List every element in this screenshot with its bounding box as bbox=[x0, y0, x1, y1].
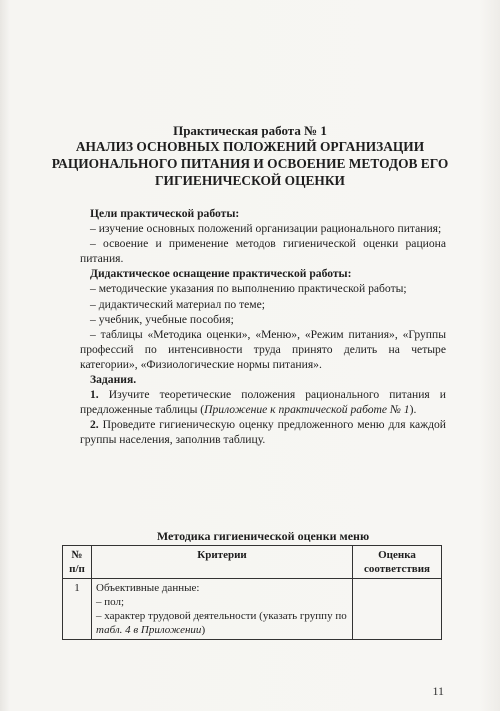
page-number: 11 bbox=[432, 684, 444, 698]
criteria-line: – пол; bbox=[96, 596, 125, 608]
task-2-text: Проведите гигиеническую оценку предложенного меню для каждой группы населения, заполнив таблицу. bbox=[80, 418, 446, 447]
didactic-heading: Дидактическое оснащение практической работы: bbox=[90, 267, 352, 281]
task-1-end: ). bbox=[409, 403, 417, 417]
work-title: АНАЛИЗ ОСНОВНЫХ ПОЛОЖЕНИЙ ОРГАНИЗАЦИИ РАЦИОНАЛЬНОГО ПИТАНИЯ И ОСВОЕНИЕ МЕТОДОВ ЕГО ГИГИЕНИЧЕСКОЙ ОЦЕНКИ bbox=[51, 139, 449, 188]
task-2 bbox=[80, 417, 446, 447]
col-criteria-header: Критерии bbox=[92, 546, 353, 579]
document-body bbox=[80, 206, 446, 448]
col-number-header: № п/п bbox=[63, 546, 92, 579]
criteria-line: Объективные данные: bbox=[96, 582, 200, 594]
goal-item: – изучение основных положений организации рационального питания; bbox=[90, 222, 442, 236]
work-label: Практическая работа № 1 bbox=[173, 123, 327, 138]
task-2-number: 2. bbox=[90, 418, 99, 432]
goal-item: – освоение и применение методов гигиенической оценки рациона питания. bbox=[80, 237, 446, 266]
criteria-line bbox=[96, 609, 348, 637]
goals-heading: Цели практической работы: bbox=[90, 207, 240, 220]
assessment-table bbox=[62, 545, 442, 640]
task-1 bbox=[80, 387, 446, 417]
row-criteria bbox=[92, 579, 353, 640]
task-1-number: 1. bbox=[90, 388, 99, 402]
tasks-heading: Задания. bbox=[90, 373, 137, 387]
criteria-text: – характер трудовой деятельности (указать группу по bbox=[96, 610, 347, 622]
task-1-reference: Приложение к практической работе № 1 bbox=[204, 403, 410, 417]
col-assessment-header: Оценка соответствия bbox=[353, 546, 442, 579]
row-assessment bbox=[353, 579, 442, 640]
didactic-item: – учебник, учебные пособия; bbox=[90, 312, 234, 326]
criteria-reference: табл. 4 в Приложении bbox=[96, 624, 202, 636]
didactic-item: – дидактический материал по теме; bbox=[90, 297, 266, 311]
task-1-text: Изучите теоретические положения рационального питания и предложенные таблицы ( bbox=[80, 388, 446, 417]
row-number: 1 bbox=[63, 579, 92, 640]
didactic-item: – методические указания по выполнению практической работы; bbox=[90, 282, 407, 296]
table-header-row bbox=[63, 546, 442, 579]
didactic-item: – таблицы «Методика оценки», «Меню», «Режим питания», «Группы профессий по интенсивности труда принято делить на четыре категории», «Физиологические нормы питания». bbox=[80, 327, 446, 371]
table-title: Методика гигиенической оценки меню bbox=[156, 529, 370, 543]
table-row bbox=[63, 579, 442, 640]
criteria-end: ) bbox=[201, 624, 206, 636]
